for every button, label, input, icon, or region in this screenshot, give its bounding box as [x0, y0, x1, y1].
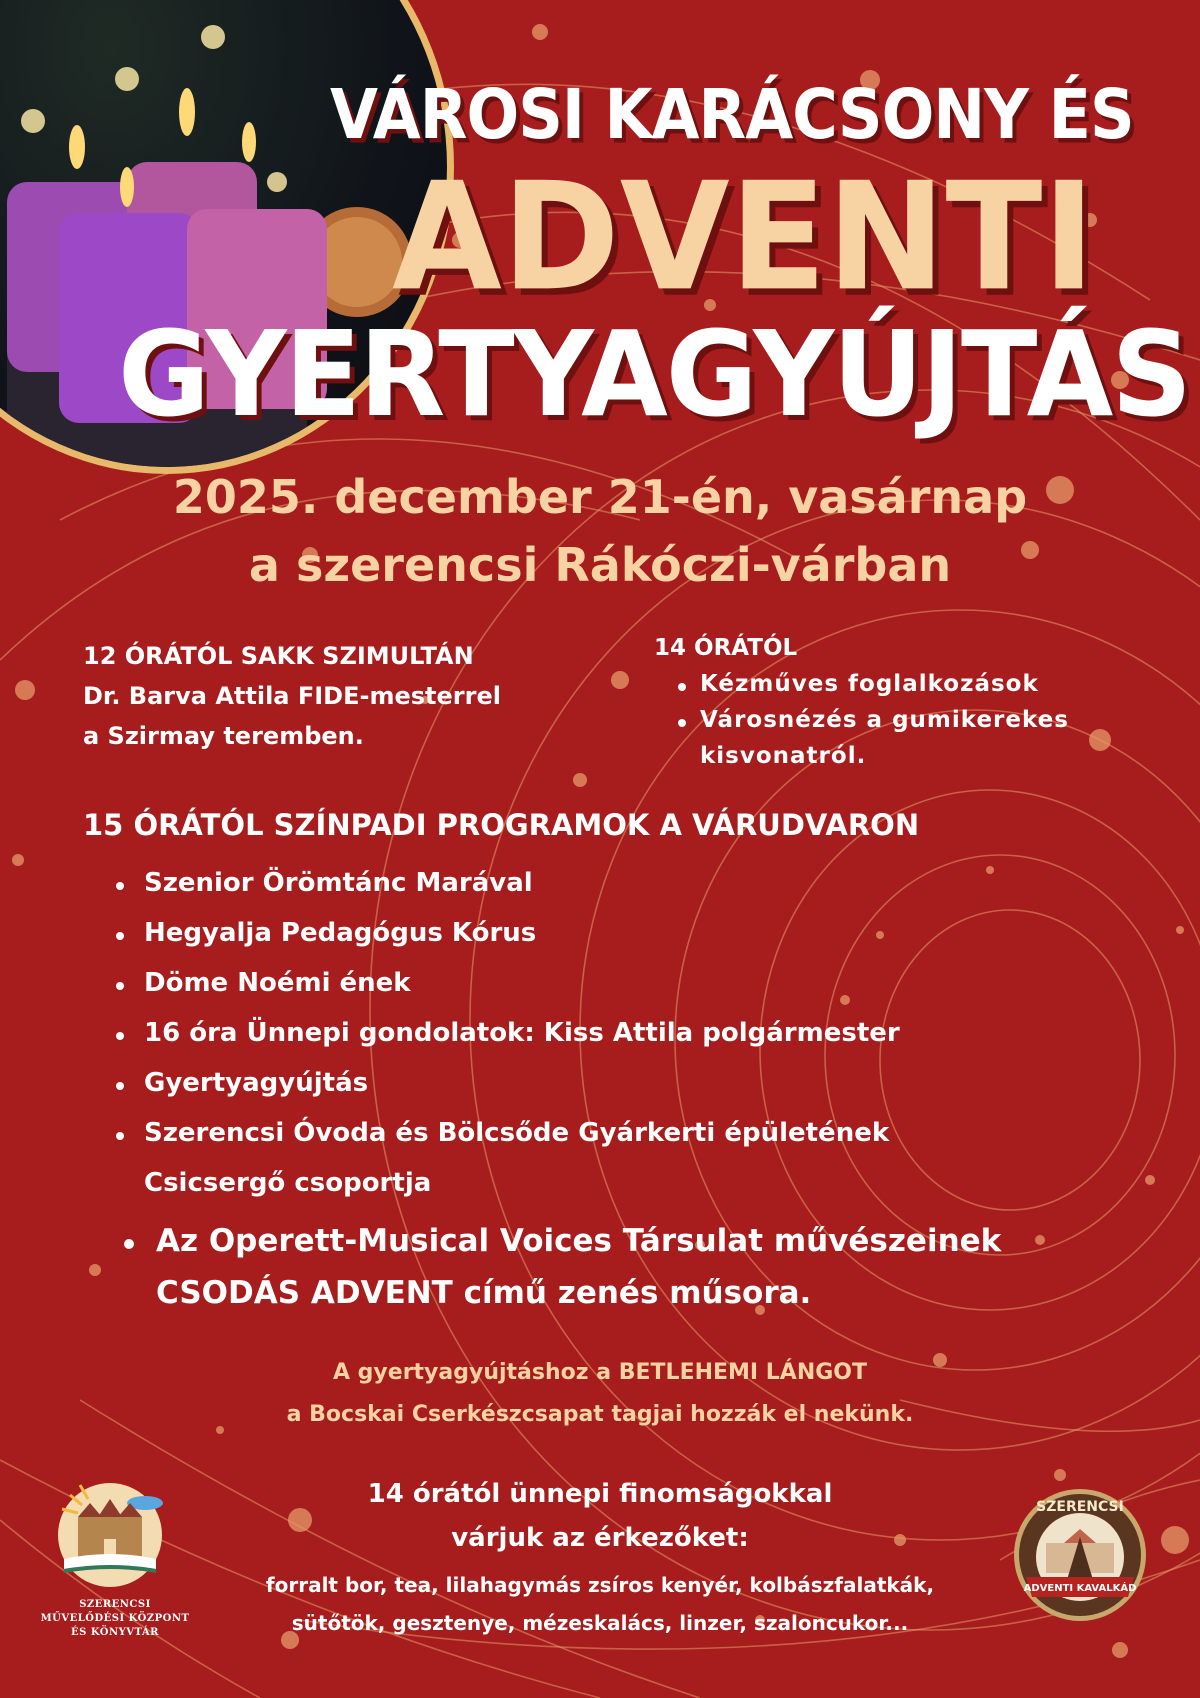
organizer-line-1: SZERENCSI [79, 1599, 151, 1610]
from-14-heading: 14 ÓRÁTÓL [654, 635, 798, 661]
list-item-continuation: Csicsergő csoportja [144, 1168, 432, 1198]
chess-line-3: a Szirmay teremben. [83, 722, 364, 750]
flame-line-2: a Bocskai Cserkészcsapat tagjai hozzák el nekünk. [286, 1402, 914, 1427]
title-line-1: VÁROSI KARÁCSONY ÉS [330, 74, 1134, 155]
flame-line-1: A gyertyagyújtáshoz a BETLEHEMI LÁNGOT [333, 1360, 867, 1385]
bethlehem-flame-note [0, 1352, 1200, 1436]
list-item: Döme Noémi ének [116, 958, 900, 1008]
event-date: 2025. december 21-én, vasárnap [172, 470, 1028, 524]
list-item: Szenior Örömtánc Marával [116, 858, 900, 908]
food-line-2: várjuk az érkezőket: [451, 1523, 749, 1553]
list-item: 16 óra Ünnepi gondolatok: Kiss Attila polgármester [116, 1008, 900, 1058]
organizer-line-2: MŰVELŐDÉSI KÖZPONT [40, 1613, 190, 1624]
title-line-3: GYERTYAGYÚJTÁS [118, 306, 1190, 444]
list-item-continuation: CSODÁS ADVENT című zenés műsora. [156, 1275, 812, 1311]
list-item: Kézműves foglalkozások [678, 666, 1069, 702]
list-item: Az Operett-Musical Voices Társulat művészeinek [124, 1215, 1001, 1267]
chess-section [83, 636, 501, 756]
badge-top-text: SZERENCSI [1036, 1499, 1124, 1515]
stage-heading: 15 ÓRÁTÓL SZÍNPADI PROGRAMOK A VÁRUDVARON [83, 808, 920, 842]
chess-heading: 12 ÓRÁTÓL SAKK SZIMULTÁN [83, 642, 474, 670]
event-location: a szerencsi Rákóczi-várban [248, 538, 952, 592]
adventi-kavalkad-badge-icon [1010, 1485, 1150, 1625]
list-item: Hegyalja Pedagógus Kórus [116, 908, 900, 958]
list-item: Városnézés a gumikerekes [678, 702, 1069, 738]
list-item-continuation: kisvonatról. [700, 743, 867, 769]
list-item: Gyertyagyújtás [116, 1058, 900, 1108]
from-14-section [654, 630, 1069, 774]
badge-ribbon-text: ADVENTI KAVALKÁD [1023, 1583, 1137, 1594]
title-line-2: ADVENTI [392, 150, 1096, 325]
organizer-name [0, 1598, 230, 1640]
castle-book-logo-icon [50, 1475, 170, 1595]
food-line-1: 14 órától ünnepi finomságokkal [367, 1479, 833, 1509]
organizer-line-3: ÉS KÖNYVTÁR [71, 1627, 159, 1638]
food-line-4: sütőtök, gesztenye, mézeskalács, linzer, szaloncukor... [291, 1611, 909, 1635]
list-item: Szerencsi Óvoda és Bölcsőde Gyárkerti épületének [116, 1108, 900, 1158]
food-line-3: forralt bor, tea, lilahagymás zsíros kenyér, kolbászfalatkák, [265, 1573, 935, 1597]
stage-program-list [116, 858, 900, 1208]
chess-line-2: Dr. Barva Attila FIDE-mesterrel [83, 682, 501, 710]
highlight-program [124, 1215, 1001, 1319]
